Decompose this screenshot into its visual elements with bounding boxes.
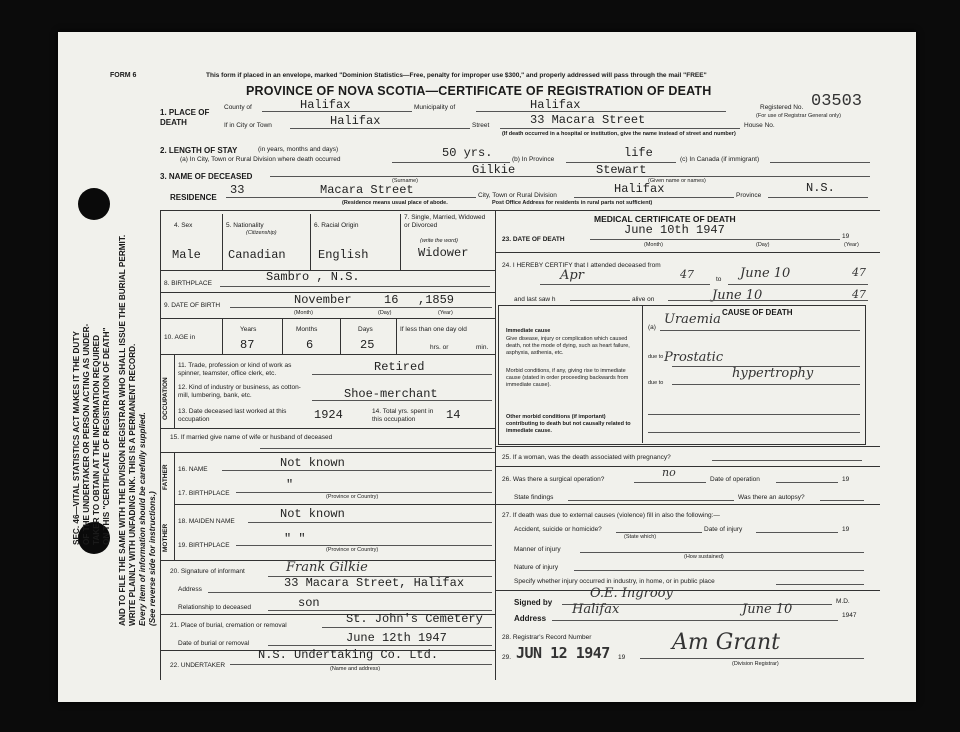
registrar-use-note: (For use of Registrar General only)	[756, 113, 841, 119]
undertaker-caption: (Name and address)	[330, 666, 381, 672]
autopsy-label: Was there an autopsy?	[738, 494, 805, 501]
med-date-value: June 10	[742, 602, 793, 617]
house-no-label: House No.	[744, 122, 775, 129]
record-no-label: 28. Registrar's Record Number	[502, 634, 592, 641]
registrar-signature: Am Grant	[672, 630, 780, 655]
birthplace-label: 8. BIRTHPLACE	[164, 280, 212, 287]
age-years-value: 87	[240, 338, 255, 352]
less-than-day-label: If less than one day old	[400, 326, 467, 333]
cause-a-value: Uraemia	[664, 312, 721, 327]
stay-b-label: (b) In Province	[512, 156, 555, 163]
division-registrar-caption: (Division Registrar)	[732, 661, 779, 667]
birthplace-value: Sambro , N.S.	[266, 270, 360, 284]
sex-label: 4. Sex	[174, 222, 193, 229]
min-label: min.	[476, 344, 489, 351]
last-worked-value: 1924	[314, 408, 343, 422]
undertaker-value: N.S. Undertaking Co. Ltd.	[258, 648, 439, 662]
attend-to-year: 47	[852, 266, 866, 279]
due-to-label-2: due to	[648, 380, 664, 386]
place-of-death-label: 1. PLACE OF DEATH	[160, 108, 210, 127]
mother-prov-caption: (Province or Country)	[326, 547, 379, 553]
page-title: PROVINCE OF NOVA SCOTIA—CERTIFICATE OF REGISTRATION OF DEATH	[246, 84, 712, 98]
punch-hole	[78, 188, 110, 220]
due-to-label: due to	[648, 354, 664, 360]
informant-address-value: 33 Macara Street, Halifax	[284, 576, 465, 590]
stay-c-label: (c) In Canada (if immigrant)	[680, 156, 760, 163]
signed-by-label: Signed by	[514, 598, 553, 607]
racial-origin-value: English	[318, 248, 369, 262]
attend-from-value: Apr	[560, 268, 584, 283]
given-name-value: Stewart	[596, 163, 647, 177]
nationality-label: 5. Nationality	[226, 222, 264, 229]
dob-day-caption: (Day)	[378, 310, 392, 316]
industry-label: 12. Kind of industry or business, as cotton-mill, lumbering, bank, etc.	[178, 384, 301, 399]
mail-notice: This form if placed in an envelope, marked "Dominion Statistics—Free, penalty for improper use $300," and properly addressed will pass through the mail "FREE"	[206, 72, 707, 79]
nature-label: Nature of injury	[514, 564, 559, 571]
specify-label: Specify whether injury occurred in industry, in home, or in public place	[514, 578, 715, 585]
municipality-value: Halifax	[530, 98, 581, 112]
stamp-century: 19	[618, 654, 626, 661]
certify-label: 24. I HEREBY CERTIFY that I attended deceased from	[502, 262, 661, 269]
accident-label: Accident, suicide or homicide?	[514, 526, 602, 533]
occupation-tab: OCCUPATION	[162, 377, 169, 420]
operation-date-label: Date of operation	[710, 476, 760, 483]
medical-title: MEDICAL CERTIFICATE OF DEATH	[594, 214, 736, 224]
hospital-note: (If death occurred in a hospital or institution, give the name instead of street and number)	[502, 131, 736, 137]
death-century: 19	[842, 233, 850, 240]
hrs-label: hrs. or	[430, 344, 449, 351]
relationship-value: son	[298, 596, 320, 610]
dob-month-caption: (Month)	[294, 310, 313, 316]
cause-a-marker: (a)	[648, 324, 656, 331]
attend-to-value: June 10	[740, 266, 791, 281]
spouse-label: 15. If married give name of wife or husband of deceased	[170, 434, 333, 441]
age-label: 10. AGE in	[164, 334, 196, 341]
side-instructions-2: AND TO FILE THE SAME WITH THE DIVISION REGISTRAR WHO SHALL ISSUE THE BURIAL PERMIT. WRITE PLAINLY WITH UNFADING INK. THIS IS A PERMANENT RECORD. Every item of information should be carefully supplied. (See reverse side for instructions.)	[118, 234, 157, 626]
city-town-rural-label: City, Town or Rural Division	[478, 192, 557, 199]
cause-b-value: Prostatic	[664, 350, 724, 365]
burial-date-value: June 12th 1947	[346, 631, 447, 645]
last-worked-label: 13. Date deceased last worked at this occupation	[178, 408, 287, 423]
injury-century: 19	[842, 526, 850, 533]
form-number: FORM 6	[110, 72, 137, 79]
mother-tab: MOTHER	[162, 523, 169, 552]
municipality-label: Municipality of	[414, 104, 456, 111]
father-name-value: Not known	[280, 456, 345, 470]
surname-caption: (Surname)	[392, 178, 418, 184]
burial-place-value: St. John's Cemetery	[346, 612, 483, 626]
province-label: Province	[736, 192, 762, 199]
dob-day-value: 16	[384, 293, 399, 307]
med-address-label: Address	[514, 614, 547, 623]
father-birthplace-label: 17. BIRTHPLACE	[178, 490, 230, 497]
stay-a-label: (a) In City, Town or Rural Division where death occurred	[180, 156, 341, 163]
other-morbid-label: Other morbid conditions (if important) contributing to death but not causally related to immediate cause.	[506, 414, 631, 434]
father-tab: FATHER	[162, 464, 169, 490]
alive-on-label: alive on	[632, 296, 655, 303]
death-day-caption: (Day)	[756, 242, 770, 248]
length-note: (in years, months and days)	[258, 146, 339, 153]
age-days-label: Days	[358, 326, 373, 333]
dob-month-value: November	[294, 293, 352, 307]
age-months-label: Months	[296, 326, 318, 333]
father-prov-caption: (Province or Country)	[326, 494, 379, 500]
total-years-value: 14	[446, 408, 461, 422]
death-month-caption: (Month)	[644, 242, 663, 248]
write-word-caption: (write the word)	[420, 238, 458, 244]
county-value: Halifax	[300, 98, 351, 112]
burial-place-label: 21. Place of burial, cremation or removal	[170, 622, 287, 629]
residence-street-value: Macara Street	[320, 183, 414, 197]
residence-note: (Residence means usual place of abode.	[342, 200, 448, 206]
po-note: Post Office Address for residents in rural parts not sufficient)	[492, 200, 653, 206]
age-months-value: 6	[306, 338, 314, 352]
cause-of-death-title: CAUSE OF DEATH	[722, 308, 793, 317]
pregnancy-label: 25. If a woman, was the death associated with pregnancy?	[502, 454, 671, 461]
registered-no-value: 03503	[811, 92, 863, 111]
dob-year-caption: (Year)	[438, 310, 453, 316]
undertaker-label: 22. UNDERTAKER	[170, 662, 226, 669]
racial-origin-label: 6. Racial Origin	[314, 222, 359, 229]
street-value: 33 Macara Street	[530, 113, 646, 127]
last-saw-year: 47	[852, 288, 866, 301]
state-which-caption: (State which)	[624, 534, 657, 540]
age-years-label: Years	[240, 326, 257, 333]
residence-label: RESIDENCE	[170, 193, 217, 202]
death-date-value: June 10th 1947	[624, 223, 725, 237]
mother-birthplace-value: " "	[284, 532, 306, 546]
industry-value: Shoe-merchant	[344, 387, 438, 401]
operation-century: 19	[842, 476, 850, 483]
age-days-value: 25	[360, 338, 375, 352]
side-instructions: SEC. 46—VITAL STATISTICS ACT MAKES IT THE DUTY OF THE UNDERTAKER OR PERSON ACTING AS UNDER- TAKER TO OBTAIN AT THE INFORMATION REQUIRED ON THIS "CERTIFICATE OF REGISTRATION OF DEATH"	[72, 323, 111, 545]
city-value: Halifax	[330, 114, 381, 128]
last-saw-value: June 10	[712, 288, 763, 303]
date-stamp: JUN 12 1947	[516, 644, 610, 662]
maiden-name-label: 18. MAIDEN NAME	[178, 518, 235, 525]
to-label: to	[716, 276, 722, 283]
county-label: County of	[224, 104, 252, 111]
trade-value: Retired	[374, 360, 425, 374]
manner-label: Manner of injury	[514, 546, 561, 553]
stay-city-value: 50 yrs.	[442, 146, 493, 160]
med-year-value: 1947	[842, 612, 857, 619]
dob-label: 9. DATE OF BIRTH	[164, 302, 221, 309]
morbid-desc: Morbid conditions, if any, giving rise to immediate cause (stated in order proceeding backwards from immediate cause).	[506, 368, 629, 388]
residence-no-value: 33	[230, 183, 245, 197]
informant-sig-label: 20. Signature of informant	[170, 568, 245, 575]
med-address-value: Halifax	[572, 602, 620, 617]
findings-label: State findings	[514, 494, 554, 501]
name-of-deceased-label: 3. NAME OF DECEASED	[160, 172, 253, 181]
death-year-caption: (Year)	[844, 242, 859, 248]
registered-no-label: Registered No.	[760, 104, 804, 111]
mother-maiden-value: Not known	[280, 507, 345, 521]
total-years-label: 14. Total yrs. spent in this occupation	[372, 408, 434, 423]
immediate-cause-label: Immediate cause	[506, 328, 551, 334]
date-of-death-label: 23. DATE OF DEATH	[502, 236, 565, 243]
external-label: 27. If death was due to external causes (violence) fill in also the following:—	[502, 512, 720, 519]
md-label: M.D.	[836, 598, 850, 605]
father-name-label: 16. NAME	[178, 466, 208, 473]
signed-by-signature: O.E. Ingrooy	[590, 586, 673, 601]
informant-address-label: Address	[178, 586, 202, 593]
nationality-value: Canadian	[228, 248, 286, 262]
relationship-label: Relationship to deceased	[178, 604, 251, 611]
length-of-stay-label: 2. LENGTH OF STAY	[160, 146, 238, 155]
cause-c-value: hypertrophy	[732, 366, 814, 381]
street-label: Street	[472, 122, 490, 129]
citizenship-caption: (Citizenship)	[246, 230, 277, 236]
given-caption: (Given name or names)	[648, 178, 706, 184]
father-birthplace-value: "	[286, 478, 294, 492]
surgical-label: 26. Was there a surgical operation?	[502, 476, 605, 483]
stay-province-value: life	[624, 146, 653, 160]
informant-signature: Frank Gilkie	[286, 560, 368, 575]
marital-label: 7. Single, Married, Widowed or Divorced	[404, 214, 486, 229]
city-or-town-label: If in City or Town	[224, 122, 272, 129]
residence-city-value: Halifax	[614, 182, 665, 196]
item-29-label: 29.	[502, 654, 512, 661]
marital-value: Widower	[418, 246, 469, 260]
surname-value: Gilkie	[472, 163, 516, 177]
attend-from-year: 47	[680, 268, 694, 281]
mother-birthplace-label: 19. BIRTHPLACE	[178, 542, 230, 549]
injury-date-label: Date of injury	[704, 526, 743, 533]
residence-province-value: N.S.	[806, 181, 835, 195]
trade-label: 11. Trade, profession or kind of work as spinner, teamster, office clerk, etc.	[178, 362, 292, 377]
dob-year-value: ,1859	[418, 293, 455, 307]
last-saw-label: and last saw h	[514, 296, 556, 303]
sex-value: Male	[172, 248, 201, 262]
how-sustained-caption: (How sustained)	[684, 554, 724, 560]
immediate-desc: Give disease, injury or complication which caused death, not the mode of dying, such as heart failure, asphyxia, asthenia, etc.	[506, 336, 630, 356]
surgical-value: no	[662, 466, 676, 479]
burial-date-label: Date of burial or removal	[178, 640, 250, 647]
